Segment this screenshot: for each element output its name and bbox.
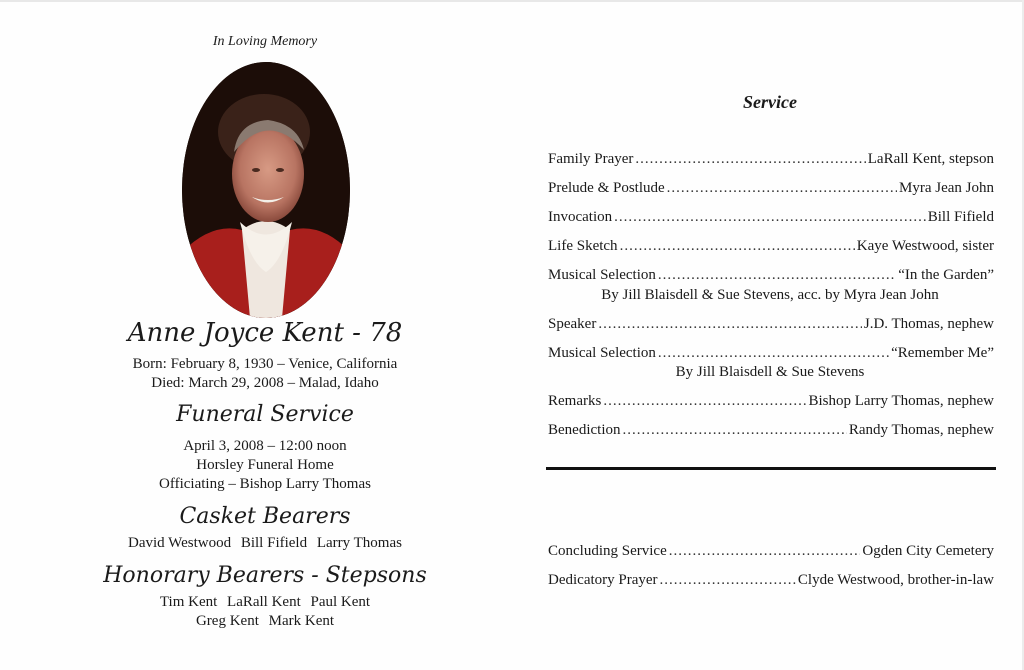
program-value: Myra Jean John [899,180,994,196]
program-subline: By Jill Blaisdell & Sue Stevens [675,364,865,380]
program-label: Concluding Service [548,543,667,559]
program-row [548,345,994,362]
program-label: Life Sketch [548,238,618,254]
death-info: Died: March 29, 2008 – Malad, Idaho [151,375,379,391]
program-row [548,267,994,284]
honorary-bearers-row2 [90,613,440,630]
program-label: Prelude & Postlude [548,180,665,196]
funeral-heading: Funeral Service [176,402,354,427]
honorary-bearer: LaRall Kent [227,594,301,610]
leader-dots [603,393,806,410]
honorary-bearer: Greg Kent [195,613,259,629]
honorary-bearer: Mark Kent [268,613,335,629]
funeral-date: April 3, 2008 – 12:00 noon [183,438,347,454]
program-value: “Remember Me” [891,345,994,361]
leader-dots [658,267,896,284]
program-value: Bishop Larry Thomas, nephew [808,393,994,409]
top-edge [0,0,1024,2]
program-label: Remarks [548,393,602,409]
leader-dots [660,572,796,589]
casket-bearer: Larry Thomas [316,535,402,551]
leader-dots [635,151,865,168]
program-row [548,422,994,439]
program-subline: By Jill Blaisdell & Sue Stevens, acc. by Myra Jean John [601,287,939,303]
honorary-bearers-row1 [90,594,440,611]
casket-bearers [90,535,440,552]
program-value: J.D. Thomas, nephew [863,316,994,332]
leader-dots [669,543,861,560]
program-value: “In the Garden” [898,267,994,283]
leader-dots [658,345,889,362]
honorary-bearer: Tim Kent [159,594,218,610]
casket-heading: Casket Bearers [179,504,351,529]
concluding-row [548,543,994,560]
program-row [548,151,994,168]
memory-header: In Loving Memory [212,34,318,49]
program-label: Dedicatory Prayer [548,572,658,588]
program-label: Musical Selection [548,267,656,283]
program-value: Randy Thomas, nephew [848,422,994,438]
honorary-heading: Honorary Bearers - Stepsons [103,563,427,588]
program-value: Kaye Westwood, sister [856,238,994,254]
leader-dots [620,238,855,255]
portrait-photo [182,62,350,318]
officiating: Officiating – Bishop Larry Thomas [159,476,371,492]
leader-dots [614,209,926,226]
casket-bearer: David Westwood [128,535,232,551]
program-label: Speaker [548,316,597,332]
service-title: Service [743,92,797,112]
program-label: Musical Selection [548,345,656,361]
program-row [548,209,994,226]
program-row [548,316,994,333]
program-value: Bill Fifield [927,209,994,225]
program-value: Clyde Westwood, brother-in-law [797,572,994,588]
program-row [548,238,994,255]
concluding-row [548,572,994,589]
program-label: Invocation [548,209,613,225]
casket-bearer: Bill Fifield [240,535,308,551]
program-value: Ogden City Cemetery [862,543,994,559]
portrait-image [182,62,350,318]
program-label: Benediction [548,422,621,438]
leader-dots [667,180,897,197]
program-row [548,180,994,197]
honorary-bearer: Paul Kent [310,594,371,610]
funeral-place: Horsley Funeral Home [196,457,334,473]
decedent-name: Anne Joyce Kent - 78 [127,318,403,348]
leader-dots [622,422,846,439]
birth-info: Born: February 8, 1930 – Venice, California [132,356,398,372]
program-value: LaRall Kent, stepson [867,151,994,167]
program-label: Family Prayer [548,151,634,167]
program-row [548,393,994,410]
section-divider [546,467,996,470]
leader-dots [598,316,862,333]
